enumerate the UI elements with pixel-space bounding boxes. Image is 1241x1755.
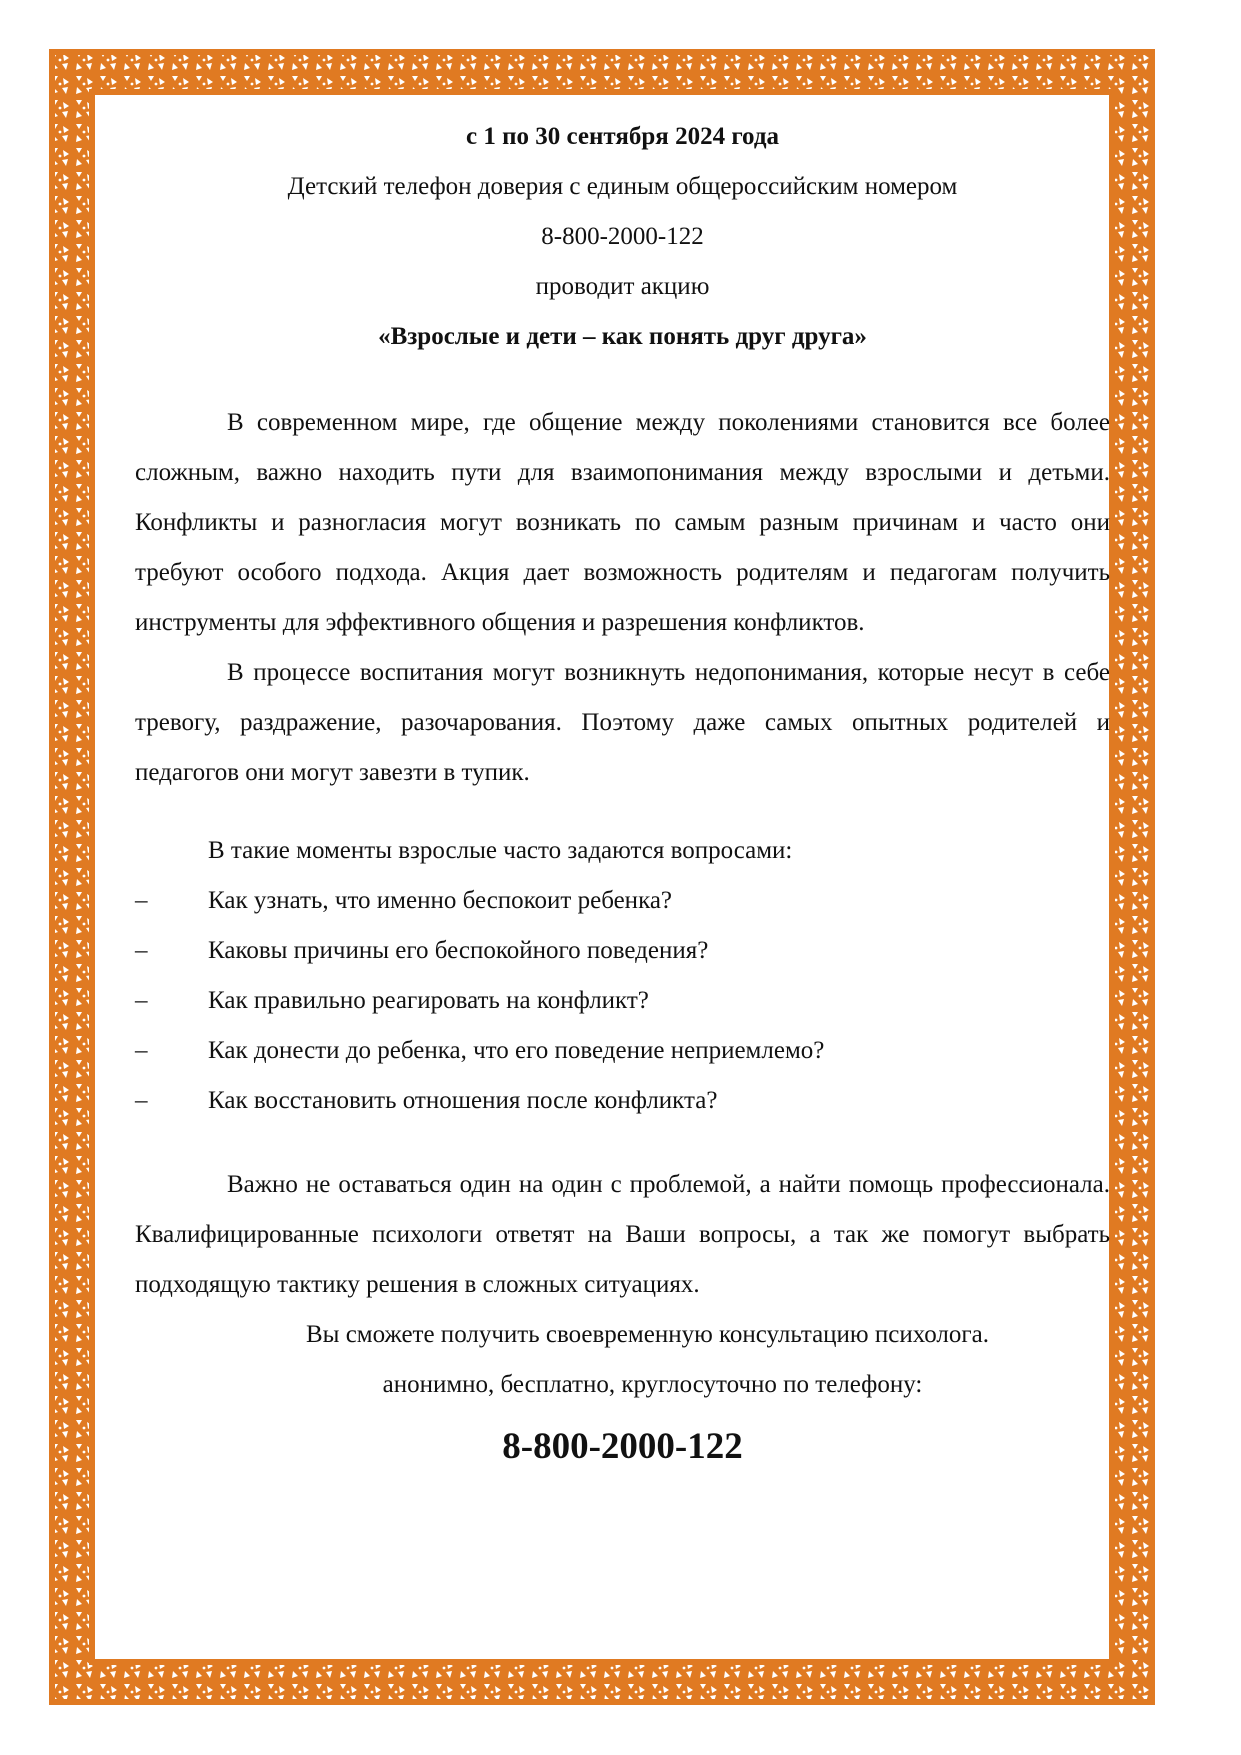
question-text: Как донести до ребенка, что его поведение неприемлемо? [208,1037,825,1064]
dash-marker: – [135,1037,148,1064]
helpline-description: Детский телефон доверия с единым общероссийским номером [287,173,958,200]
campaign-dates: с 1 по 30 сентября 2024 года [466,123,779,150]
question-text: Как восстановить отношения после конфликта? [208,1087,718,1114]
document-content [135,112,1110,1472]
dash-marker: – [135,937,148,964]
questions-intro: В такие моменты взрослые часто задаются вопросами: [208,837,793,864]
paragraph-intro: В современном мире, где общение между поколениями становится все более сложным, важно находить пути для взаимопонимания между взрослыми и детьми. Конфликты и разногласия могут возникать по самым разным причинам и часто они требуют особого подхода. Акция дает возможность родителям и педагогам получить инструменты для эффективного общения и разрешения конфликтов. [135,409,1110,636]
question-text: Каковы причины его беспокойного поведения? [208,937,709,964]
helpline-number: 8-800-2000-122 [541,223,704,250]
campaign-intro: проводит акцию [535,273,710,300]
anonymous-line: анонимно, бесплатно, круглосуточно по телефону: [382,1371,923,1398]
list-item [135,1076,1110,1126]
paragraph-upbringing: В процессе воспитания могут возникнуть недопонимания, которые несут в себе тревогу, раздражение, разочарования. Поэтому даже самых опытных родителей и педагогов они могут завезти в тупик. [135,659,1110,786]
question-text: Как правильно реагировать на конфликт? [208,987,649,1014]
list-item [135,1026,1110,1076]
campaign-title: «Взрослые и дети – как понять друг друга» [378,323,867,350]
consultation-line: Вы сможете получить своевременную консультацию психолога. [305,1321,990,1348]
dash-marker: – [135,1087,148,1114]
paragraph-help: Важно не оставаться один на один с проблемой, а найти помощь профессионала. Квалифицированные психологи ответят на Ваши вопросы, а так же помогут выбрать подходящую тактику решения в сложных ситуациях. [135,1171,1110,1298]
questions-list [135,876,1110,1126]
question-text: Как узнать, что именно беспокоит ребенка? [208,887,673,914]
list-item [135,876,1110,926]
dash-marker: – [135,987,148,1014]
dash-marker: – [135,887,148,914]
phone-number-large: 8-800-2000-122 [502,1426,743,1467]
list-item [135,976,1110,1026]
list-item [135,926,1110,976]
